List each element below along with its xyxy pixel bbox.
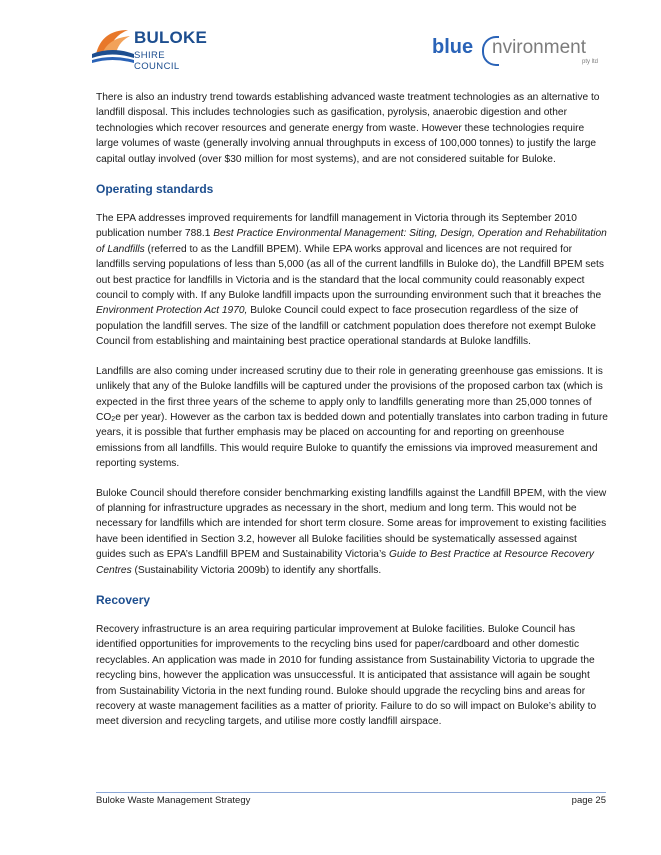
text-span: Landfills are also coming under increased scrutiny due to their role in generating greenhouse gas emissions. It is unlikely that any of the Buloke landfills will be captured under the provisions of the proposed carbon tax (which is expected in the first three years of the scheme to apply only to landfills generating more than 25,000 tonnes of CO bbox=[96, 365, 603, 423]
paragraph-recovery: Recovery infrastructure is an area requiring particular improvement at Buloke facilities. Buloke Council has identified opportunities for improvements to the recycling bins used for paper/cardboard and other domestic recyclables. An application was made in 2010 for funding assistance from Sustainability Victoria to upgrade the recycling bins, however the application was unsuccessful. It is anticipated that assistance will again be sought from Sustainability Victoria in the next funding round. Buloke should upgrade the recycling bins and areas for recovery at waste management facilities as a matter of priority. Failure to do so will impact on Buloke’s ability to meet diversion and recycling targets, and utilise more costly landfill airspace. bbox=[96, 623, 597, 728]
logo-pty-ltd: pty ltd bbox=[582, 59, 599, 65]
text-span: e per year). However as the carbon tax is bedded down and potentially translates into carbon trading in future years, it is possible that further emphasis may be placed on accounting for and reporting on greenhouse emissions from all landfills. This would require Buloke to quantify the emissions via improved measurement and reporting systems. bbox=[96, 411, 608, 470]
act-title: Environment Protection Act 1970, bbox=[96, 305, 248, 317]
blue-environment-logo bbox=[432, 36, 612, 76]
council-name: BULOKE bbox=[134, 28, 207, 47]
publication-title: Best Practice Environmental Management: Siting, Design, Operation and Rehabilitation of Landfills bbox=[96, 228, 607, 255]
buloke-shire-logo bbox=[92, 24, 207, 76]
text-span: The EPA addresses improved requirements for landfill management in Victoria through its September 2010 publication number 788.1 bbox=[96, 213, 577, 240]
buloke-emblem-icon bbox=[92, 24, 136, 64]
paragraph-greenhouse bbox=[96, 364, 608, 472]
council-subtitle: SHIRE COUNCIL bbox=[134, 50, 180, 72]
text-span: Buloke Council should therefore consider benchmarking existing landfills against the Landfill BPEM, with the view of planning for infrastructure upgrades as necessary in the short, medium and long term. This would not be necessary for landfills which are intended for short term closure. Some areas for improvement to existing facilities have been identified in Section 3.2, however all Buloke facilities should be systematically assessed against guides such as EPA’s Landfill BPEM and Sustainability Victoria’s bbox=[96, 487, 607, 561]
main-content bbox=[96, 90, 608, 744]
text-span: (Sustainability Victoria 2009b) to identify any shortfalls. bbox=[131, 564, 382, 576]
paragraph-benchmarking bbox=[96, 486, 608, 578]
heading-operating-standards: Operating standards bbox=[96, 182, 214, 197]
guide-title: Guide to Best Practice at Resource Recovery Centres bbox=[96, 549, 594, 576]
paragraph-advanced-waste: There is also an industry trend towards establishing advanced waste treatment technologies as an alternative to landfill disposal. This includes technologies such as gasification, pyrolysis, anaerobic digestion and other technologies which recover resources and generate energy from waste. However these technologies require large volumes of waste (generally involving annual throughputs in excess of 100,000 tonnes) to justify the large capital outlay involved (over $30 million for most systems), and are not considered suitable for Buloke. bbox=[96, 92, 600, 165]
subscript: 2 bbox=[111, 415, 116, 423]
logo-word-environment: nvironment bbox=[492, 37, 586, 58]
footer-page-number: page 25 bbox=[571, 795, 606, 806]
footer-divider bbox=[96, 792, 606, 793]
footer-document-title: Buloke Waste Management Strategy bbox=[96, 795, 251, 806]
text-span: (referred to as the Landfill BPEM). While EPA works approval and licences are not required for landfills serving populations of less than 5,000 (as all of the current landfills in Buloke do), the Landfill BPEM sets out best practice for landfills in Victoria and is the standard that the local community could reasonably expect council to comply with. If any Buloke landfill impacts upon the surrounding environment such that it breaches the bbox=[96, 243, 604, 302]
logo-word-blue: blue bbox=[432, 36, 474, 58]
paragraph-epa-requirements bbox=[96, 211, 608, 350]
text-span: Buloke Council could expect to face prosecution regardless of the size of population the landfill serves. The size of the landfill or catchment population does therefore not exempt Buloke Council from establishing and maintaining best practice operational standards at Buloke landfills. bbox=[96, 305, 596, 348]
heading-recovery: Recovery bbox=[96, 592, 151, 607]
